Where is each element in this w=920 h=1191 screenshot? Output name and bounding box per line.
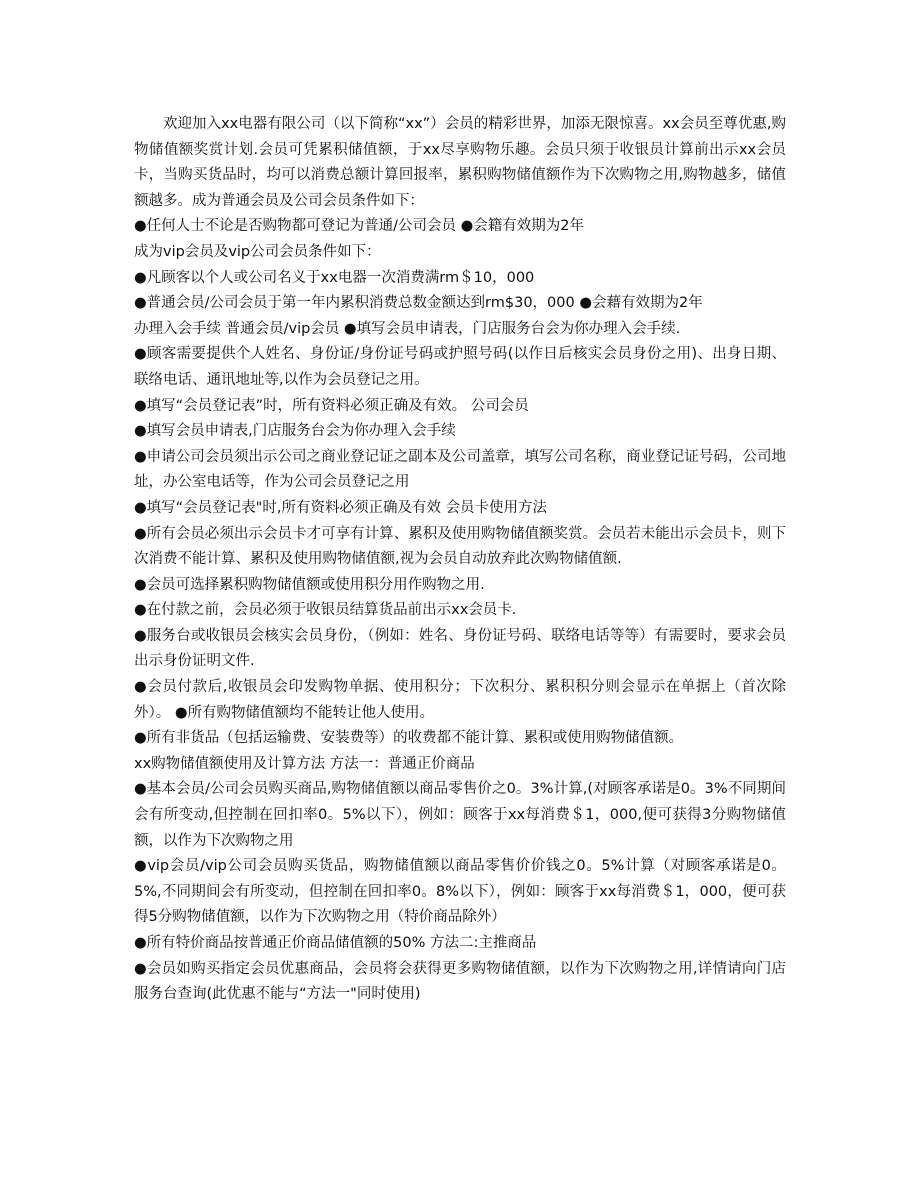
payment-card-rule: ●在付款之前，会员必须于收银员结算货品前出示xx会员卡. [134,602,517,619]
vip-condition-single-purchase: ●凡顾客以个人或公司名义于xx电器一次消费满rm＄10，000 [134,269,535,286]
receipt-points-rule: ●会员付款后,收银员会印发购物单据、使用积分；下次积分、累积积分则会显示在单据上（首次除外）。 ●所有购物储值额均不能转让他人使用。 [134,679,786,721]
card-usage-heading: ●填写“会员登记表"时,所有资料必须正确及有效 会员卡使用方法 [134,499,548,516]
ordinary-member-condition: ●任何人士不论是否购物都可登记为普通/公司会员 ●会籍有效期为2年 [134,218,585,235]
card-presentation-rule: ●所有会员必须出示会员卡才可享有计算、累积及使用购物储值额奖赏。会员若未能出示会员卡，则下次消费不能计算、累积及使用购物储值额,视为会员自动放弃此次购物储值额. [134,525,786,568]
vip-condition-annual-total: ●普通会员/公司会员于第一年内累积消费总数金额达到rm$30，000 ●会藉有效期为2年 [134,295,703,312]
identity-verification-rule: ●服务台或收银员会核实会员身份，（例如：姓名、身份证号码、联络电话等等）有需要时，要求会员出示身份证明文件. [134,627,786,670]
company-documents-requirement: ●申请公司会员须出示公司之商业登记证之副本及公司盖章，填写公司名称，商业登记证号码，公司地址，办公室电话等，作为公司会员登记之用 [134,448,786,491]
enrollment-procedure: 办理入会手续 普通会员/vip会员 ●填写会员申请表，门店服务台会为你办理入会手续. [134,320,681,337]
vip-condition-heading: 成为vip会员及vip公司会员条件如下： [134,243,381,260]
non-goods-fee-rule: ●所有非货品（包括运输费、安装费等）的收费都不能计算、累积或使用购物储值额。 [134,730,684,747]
special-price-rule: ●所有特价商品按普通正价商品储值额的50% 方法二:主推商品 [134,935,537,951]
registration-form-note: ●填写“会员登记表”时，所有资料必须正确及有效。 公司会员 [134,397,529,414]
vip-member-calculation: ●vip会员/vip公司会员购买货品，购物储值额以商品零售价价钱之0。5%计算（对顾客承诺是0。5%,不同期间会有所变动，但控制在回扣率0。8%以下），例如：顾客于xx每消费＄1，000，便可获得5分购物储值额，以作为下次购物之用（特价商品除外） [134,858,786,926]
intro-paragraph: 欢迎加入xx电器有限公司（以下简称“xx”）会员的精彩世界，加添无限惊喜。xx会员至尊优惠,购物储值额奖赏计划.会员可凭累积储值额，于xx尽享购物乐趣。会员只须于收银员计算前出示xx会员卡，当购买货品时，均可以消费总额计算回报率，累积购物储值额作为下次购物之用,购物越多，储值额越多。成为普通会员及公司会员条件如下： [134,116,786,209]
document-body [134,112,786,1008]
calculation-method-heading: xx购物储值额使用及计算方法 方法一：普通正价商品 [134,755,475,772]
personal-info-requirement: ●顾客需要提供个人姓名、身份证/身份证号码或护照号码(以作日后核实会员身份之用)、出身日期、联络电话、通讯地址等,以作为会员登记之用。 [134,346,786,388]
points-usage-rule: ●会员可选择累积购物储值额或使用积分用作购物之用. [134,576,485,593]
basic-member-calculation: ●基本会员/公司会员购买商品,购物储值额以商品零售价之0。3%计算,(对顾客承诺是0。3%不同期间会有所变动,但控制在回扣率0。5%以下），例如：顾客于xx每消费＄1，000,便可获得3分购物储值额，以作为下次购物之用 [134,781,786,849]
company-application-note: ●填写会员申请表,门店服务台会为你办理入会手续 [134,423,456,440]
featured-goods-rule: ●会员如购买指定会员优惠商品，会员将会获得更多购物储值额，以作为下次购物之用,详情请向门店服务台查询(此优惠不能与“方法一"同时使用) [134,960,786,1003]
